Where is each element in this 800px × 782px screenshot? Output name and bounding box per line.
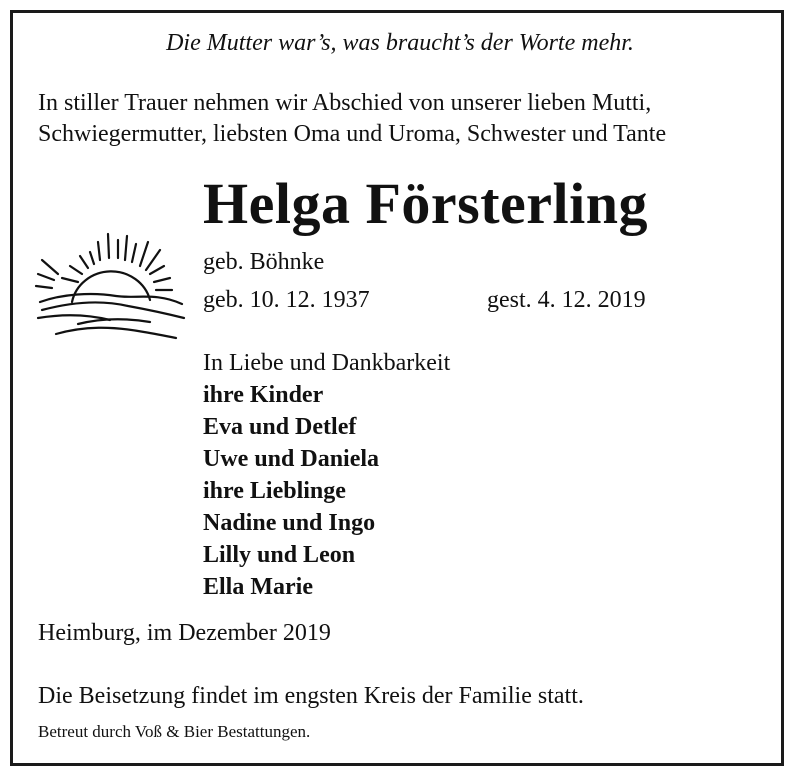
mourner-line: Lilly und Leon [203, 542, 356, 568]
intro-line-2: Schwiegermutter, liebsten Oma und Uroma, Schwester und Tante [38, 121, 667, 147]
mourner-line: In Liebe und Dankbarkeit [203, 350, 451, 376]
intro-line-1: In stiller Trauer nehmen wir Abschied von unserer lieben Mutti, [38, 90, 652, 116]
death-date: gest. 4. 12. 2019 [487, 287, 646, 313]
birth-date: geb. 10. 12. 1937 [203, 287, 370, 313]
maiden-name: geb. Böhnke [203, 249, 325, 275]
mourner-line: Eva und Detlef [203, 414, 357, 440]
sunset-over-hills-icon [32, 222, 188, 346]
motto: Die Mutter war’s, was braucht’s der Worte mehr. [166, 30, 634, 56]
place-date: Heimburg, im Dezember 2019 [38, 620, 331, 646]
funeral-note: Die Beisetzung findet im engsten Kreis der Familie statt. [38, 683, 584, 709]
undertaker-note: Betreut durch Voß & Bier Bestattungen. [38, 722, 311, 741]
mourner-line: Ella Marie [203, 574, 313, 600]
mourner-line: Nadine und Ingo [203, 510, 376, 536]
mourners-list [203, 347, 450, 603]
mourner-line: ihre Lieblinge [203, 478, 346, 504]
deceased-name: Helga Försterling [203, 171, 649, 236]
mourner-line: Uwe und Daniela [203, 446, 380, 472]
mourner-line: ihre Kinder [203, 382, 324, 408]
